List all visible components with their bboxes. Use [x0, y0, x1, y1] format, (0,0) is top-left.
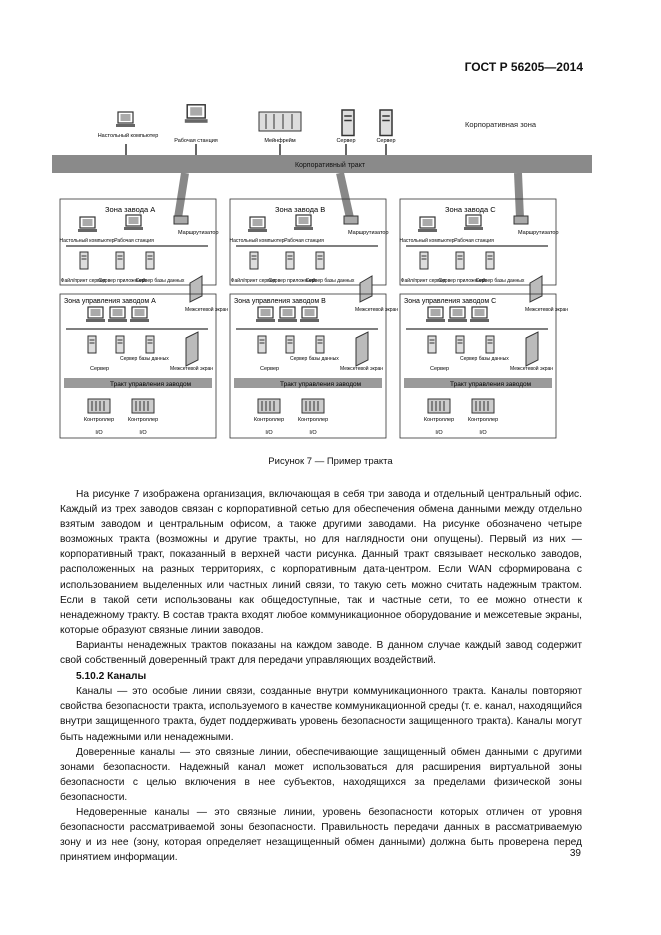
top-workstation — [174, 105, 218, 144]
plant-a-control-zone-label: Зона управления заводом А — [64, 298, 156, 305]
plant-c-db-server-label: Сервер базы данных — [475, 278, 525, 284]
plant-b-control-zone-label: Зона управления заводом В — [234, 298, 326, 305]
paragraph-5: Недоверенные каналы — это связные линии, уровень безопасности которых отличен от уровня безопасности рассматриваемой зоны безопасности. Правильность передачи данных в рассматриваемую зону и из нее (зону, которая определяет незащищенный обмен данными) должна быть проверена перед принятием информации. — [60, 806, 582, 864]
plant-a-app-server-label: Сервер приложений — [98, 278, 146, 284]
plant-c-router-label: Маршрутизатор — [518, 230, 559, 236]
plant-c-zone-label: Зона завода С — [445, 205, 496, 214]
section-heading-5-10-2: 5.10.2 Каналы — [76, 671, 147, 683]
plant-a-db-server-2-label: Сервер базы данных — [120, 356, 169, 362]
plant-b-controller-2-label: Контроллер — [297, 417, 329, 423]
plant-b-server-label: Сервер — [260, 366, 280, 372]
top-server-2 — [376, 110, 395, 144]
plant-c-file-server-label: Файл/принт сервер — [400, 278, 446, 284]
top-desktop — [98, 112, 159, 139]
plant-a-io-1-label: I/O — [95, 430, 103, 436]
plant-c-app-server-label: Сервер приложений — [438, 278, 486, 284]
plant-b-app-server-label: Сервер приложений — [268, 278, 316, 284]
plant-b-control-path-label: Тракт управления заводом — [280, 381, 362, 388]
plant-c-server-label: Сервер — [430, 366, 450, 372]
plant-a-db-server-label: Сервер базы данных — [135, 278, 185, 284]
paragraph-3: Каналы — это особые линии связи, созданные внутри коммуникационного тракта. Каналы повторяют свойства безопасности тракта, используемого в качестве коммуникационной среды (т. е. канал, находящийся внутри защищенного тракта, будет поддерживать уровень безопасности защищенного тракта). Каналы могут быть надежными или ненадежными. — [60, 686, 582, 743]
plant-c-controller-1-label: Контроллер — [423, 417, 455, 423]
plant-b-db-server-label: Сервер базы данных — [305, 278, 355, 284]
corporate-zone-label: Корпоративная зона — [465, 120, 537, 129]
plant-a-server-label: Сервер — [90, 366, 110, 372]
plant-c — [399, 199, 568, 438]
plant-a-desktop-label: Настольный компьютер — [59, 238, 115, 244]
plant-b-firewall-2-label: Межсетевой экран — [340, 366, 384, 372]
plant-b — [229, 199, 398, 438]
top-desktop-label: Настольный компьютер — [97, 133, 159, 139]
plant-c-workstation-label: Рабочая станция — [454, 238, 494, 244]
plant-a-zone-label: Зона завода А — [105, 205, 156, 214]
plant-b-io-1-label: I/O — [265, 430, 273, 436]
plant-a-control-path-label: Тракт управления заводом — [110, 381, 192, 388]
body-text — [60, 487, 582, 865]
plant-a-controller-1-label: Контроллер — [83, 417, 115, 423]
plant-a-firewall-1-label: Межсетевой экран — [185, 307, 229, 313]
plant-b-desktop-label: Настольный компьютер — [229, 238, 285, 244]
corporate-path — [52, 155, 592, 173]
plant-a-workstation-label: Рабочая станция — [114, 238, 154, 244]
plant-c-io-1-label: I/O — [435, 430, 443, 436]
plant-c-control-zone-label: Зона управления заводом С — [404, 298, 497, 305]
plant-c-control-path-label: Тракт управления заводом — [450, 381, 532, 388]
plant-c-firewall-1-label: Межсетевой экран — [525, 307, 569, 313]
plant-b-file-server-label: Файл/принт сервер — [230, 278, 276, 284]
top-workstation-label: Рабочая станция — [174, 138, 218, 144]
plant-a-router-label: Маршрутизатор — [178, 230, 219, 236]
plant-b-workstation-label: Рабочая станция — [284, 238, 324, 244]
plant-b-controller-1-label: Контроллер — [253, 417, 285, 423]
plant-b-firewall-1-label: Межсетевой экран — [355, 307, 399, 313]
plant-c-db-server-2-label: Сервер базы данных — [460, 356, 509, 362]
top-mainframe-label: Мейнфрейм — [264, 138, 296, 144]
plant-b-db-server-2-label: Сервер базы данных — [290, 356, 339, 362]
plant-b-io-2-label: I/O — [309, 430, 317, 436]
plant-b-zone-label: Зона завода В — [275, 205, 326, 214]
plant-a — [59, 199, 228, 438]
network-diagram — [50, 98, 610, 448]
document-header: ГОСТ Р 56205—2014 — [464, 60, 583, 74]
plant-b-router-label: Маршрутизатор — [348, 230, 389, 236]
top-server-1 — [336, 110, 355, 144]
page-number: 39 — [569, 848, 581, 859]
top-server-1-label: Сервер — [336, 138, 356, 144]
corporate-path-label: Корпоративный тракт — [294, 162, 366, 169]
plant-c-desktop-label: Настольный компьютер — [399, 238, 455, 244]
paragraph-2: Варианты ненадежных трактов показаны на каждом заводе. В данном случае каждый завод содержит свой собственный доверенный тракт для передачи управляющих воздействий. — [60, 639, 582, 667]
plant-a-controller-2-label: Контроллер — [127, 417, 159, 423]
figure-caption: Рисунок 7 — Пример тракта — [268, 456, 393, 467]
plant-a-firewall-2-label: Межсетевой экран — [170, 366, 214, 372]
plant-c-firewall-2-label: Межсетевой экран — [510, 366, 554, 372]
top-server-2-label: Сервер — [376, 138, 396, 144]
plant-c-controller-2-label: Контроллер — [467, 417, 499, 423]
plant-a-file-server-label: Файл/принт сервер — [60, 278, 106, 284]
paragraph-4: Доверенные каналы — это связные линии, обеспечивающие защищенный обмен данными с другими зонами безопасности. Надежный канал может использоваться для расширения виртуальной зоны безопасности с целью включения в нее субъектов, находящихся за пределами физической зоны безопасности. — [60, 746, 582, 803]
top-mainframe — [259, 112, 301, 144]
paragraph-1: На рисунке 7 изображена организация, включающая в себя три завода и отдельный центральный офис. Каждый из трех заводов связан с корпоративной сетью для обеспечения обмена данными между отдельно взятым заводом и центральным офисом, а также другими заводами. На рисунке обозначено четыре возможных тракта (возможны и другие тракты, но для наглядности они опущены). Первый из них — корпоративный тракт, показанный в верхней части рисунка. Данный тракт связывает несколько заводов, расположенных на разных территориях, с корпоративным дата-центром. Если WAN сформирована с использованием выделенных или частных линий связи, то такую сеть можно считать надежным трактом. Если в такой сети использованы как общедоступные, так и частные сети, то ее можно отнести к ненадежному тракту. В состав тракта входят любое коммуникационное оборудование и межсетевые экраны, которые образуют связные линии заводов. — [60, 489, 582, 636]
plant-c-io-2-label: I/O — [479, 430, 487, 436]
plant-a-io-2-label: I/O — [139, 430, 147, 436]
